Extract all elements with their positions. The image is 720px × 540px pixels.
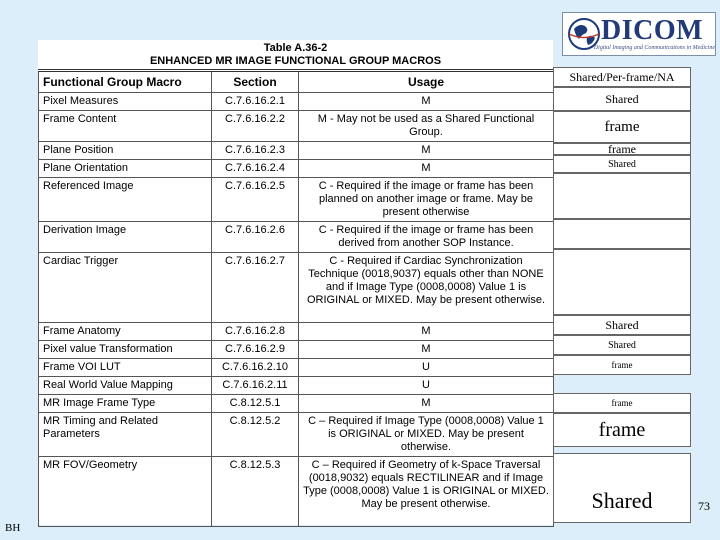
section-cell: C.7.6.16.2.1 <box>212 93 299 111</box>
macro-cell: Plane Position <box>39 142 212 160</box>
annotation-box <box>553 219 691 249</box>
usage-cell: C - Required if the image or frame has been derived from another SOP Instance. <box>299 222 554 253</box>
table-row <box>39 457 554 527</box>
table-row <box>39 413 554 457</box>
table-row <box>39 253 554 323</box>
section-cell: C.7.6.16.2.3 <box>212 142 299 160</box>
table-row <box>39 178 554 222</box>
macro-cell: MR Timing and Related Parameters <box>39 413 212 457</box>
functional-group-table <box>38 69 554 527</box>
annotation-column <box>553 67 691 524</box>
table-row <box>39 341 554 359</box>
section-cell: C.7.6.16.2.6 <box>212 222 299 253</box>
section-cell: C.7.6.16.2.5 <box>212 178 299 222</box>
annotation-box <box>553 249 691 315</box>
usage-cell: M <box>299 341 554 359</box>
header-usage: Usage <box>299 71 554 93</box>
macro-cell: Frame VOI LUT <box>39 359 212 377</box>
usage-cell: C - Required if Cardiac Synchronization Technique (0018,9037) equals other than NONE and if Image Type (0008,0008) Value 1 is ORIGINAL or MIXED. May be present otherwise. <box>299 253 554 323</box>
annotation-box <box>553 173 691 219</box>
table-row <box>39 111 554 142</box>
macro-cell: Derivation Image <box>39 222 212 253</box>
macro-cell: Cardiac Trigger <box>39 253 212 323</box>
usage-cell: M <box>299 142 554 160</box>
section-cell: C.7.6.16.2.2 <box>212 111 299 142</box>
table-number: Table A.36-2 <box>263 42 328 54</box>
annotation-box: Shared <box>553 87 691 111</box>
usage-cell: M <box>299 395 554 413</box>
usage-cell: M <box>299 323 554 341</box>
dicom-logo <box>562 12 716 56</box>
logo-tagline: Digital Imaging and Communications in Medicine <box>593 45 715 51</box>
table-row <box>39 160 554 178</box>
table-title: ENHANCED MR IMAGE FUNCTIONAL GROUP MACROS <box>149 55 442 67</box>
section-cell: C.7.6.16.2.7 <box>212 253 299 323</box>
macro-cell: Referenced Image <box>39 178 212 222</box>
macro-cell: MR FOV/Geometry <box>39 457 212 527</box>
section-cell: C.8.12.5.3 <box>212 457 299 527</box>
macro-cell: Real World Value Mapping <box>39 377 212 395</box>
section-cell: C.7.6.16.2.10 <box>212 359 299 377</box>
section-cell: C.8.12.5.2 <box>212 413 299 457</box>
annotation-box: Shared <box>553 315 691 335</box>
section-cell: C.7.6.16.2.4 <box>212 160 299 178</box>
usage-cell: M - May not be used as a Shared Functional Group. <box>299 111 554 142</box>
macro-cell: Pixel Measures <box>39 93 212 111</box>
usage-cell: C – Required if Geometry of k-Space Traversal (0018,9032) equals RECTILINEAR and if Image Type (0008,0008) Value 1 is ORIGINAL or MIXED. May be present otherwise. <box>299 457 554 527</box>
annotation-box: frame <box>553 111 691 143</box>
usage-cell: U <box>299 359 554 377</box>
usage-cell: M <box>299 93 554 111</box>
annotation-box: frame <box>553 355 691 375</box>
annotation-box: Shared <box>553 335 691 355</box>
table-row <box>39 377 554 395</box>
table-header-row <box>39 71 554 93</box>
section-cell: C.7.6.16.2.11 <box>212 377 299 395</box>
usage-cell: C – Required if Image Type (0008,0008) Value 1 is ORIGINAL or MIXED. May be present otherwise. <box>299 413 554 457</box>
author-initials: BH <box>5 522 21 534</box>
table-row <box>39 323 554 341</box>
usage-cell: C - Required if the image or frame has been planned on another image or frame. May be present otherwise <box>299 178 554 222</box>
usage-cell: U <box>299 377 554 395</box>
table-row <box>39 359 554 377</box>
logo-wordmark: DICOM <box>601 15 704 46</box>
annotation-box: Shared <box>553 453 691 523</box>
header-macro: Functional Group Macro <box>39 71 212 93</box>
table-row <box>39 93 554 111</box>
macro-cell: Pixel value Transformation <box>39 341 212 359</box>
annotation-header: Shared/Per-frame/NA <box>553 67 691 87</box>
macro-cell: Frame Content <box>39 111 212 142</box>
macro-cell: Frame Anatomy <box>39 323 212 341</box>
table-row <box>39 395 554 413</box>
macro-cell: Plane Orientation <box>39 160 212 178</box>
table-row <box>39 222 554 253</box>
section-cell: C.7.6.16.2.9 <box>212 341 299 359</box>
macro-cell: MR Image Frame Type <box>39 395 212 413</box>
section-cell: C.7.6.16.2.8 <box>212 323 299 341</box>
annotation-box: frame <box>553 413 691 447</box>
section-cell: C.8.12.5.1 <box>212 395 299 413</box>
usage-cell: M <box>299 160 554 178</box>
page-number: 73 <box>698 499 710 513</box>
header-section: Section <box>212 71 299 93</box>
annotation-box: frame <box>553 143 691 155</box>
table-row <box>39 142 554 160</box>
annotation-box: Shared <box>553 155 691 173</box>
annotation-box: frame <box>553 393 691 413</box>
